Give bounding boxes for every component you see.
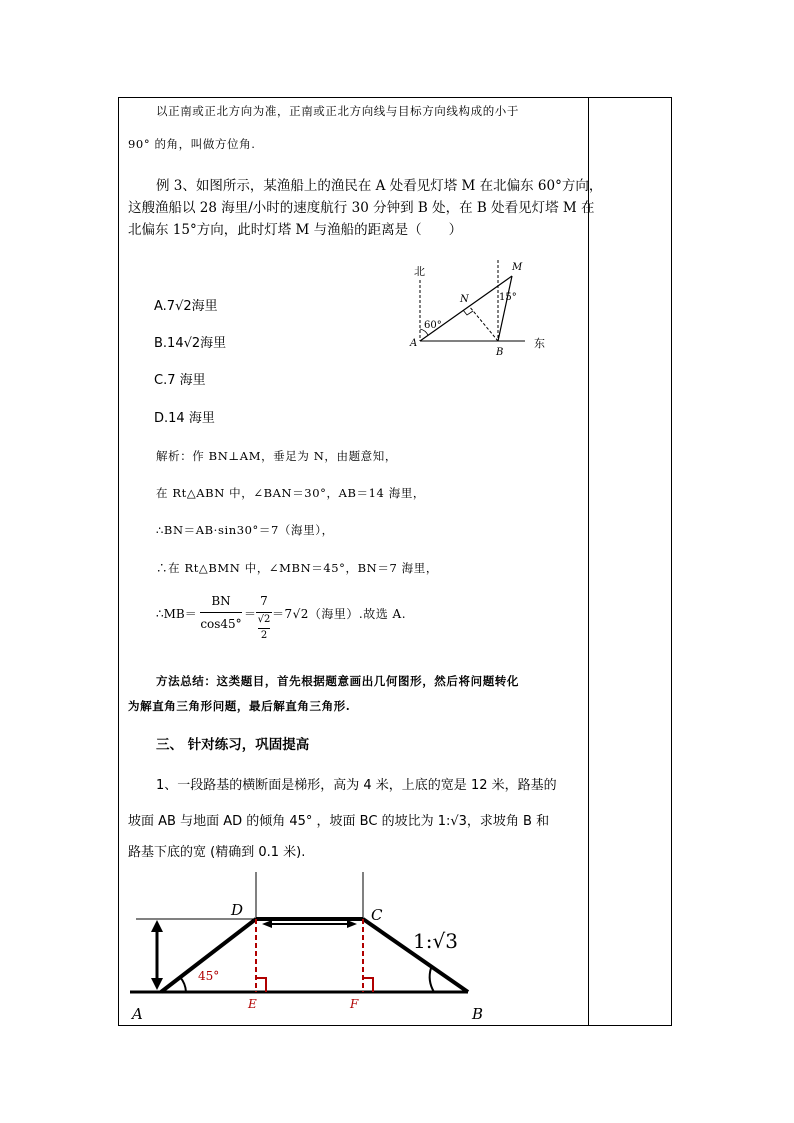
trapezoid-diagram <box>126 872 486 1024</box>
label-angle-15: 15° <box>499 292 517 303</box>
frac1-denominator: cos45° <box>200 617 242 631</box>
label-n: N <box>460 294 469 305</box>
label-m: M <box>512 262 523 273</box>
option-c: C.7 海里 <box>154 373 206 388</box>
frac2-bar <box>256 612 272 613</box>
option-a: A.7√2海里 <box>154 299 218 314</box>
right-angle-mark-f <box>363 978 373 992</box>
label-e: E <box>248 997 257 1011</box>
exercise1-line-3: 路基下底的宽 (精确到 0.1 米). <box>128 845 306 860</box>
arrowhead-right <box>347 920 357 928</box>
angle-arc-b <box>430 968 434 992</box>
line-bn <box>469 306 498 341</box>
label-45: 45° <box>198 969 220 983</box>
exercise1-line-1: 1、一段路基的横断面是梯形，高为 4 米，上底的宽是 12 米，路基的 <box>156 778 557 793</box>
label-east: 东 <box>534 337 545 350</box>
arrowhead-up <box>151 920 163 932</box>
right-angle-mark-n <box>463 310 473 315</box>
label-ratio: 1:√3 <box>413 929 458 953</box>
label-c: C <box>371 906 383 924</box>
frac2-den-bottom: 2 <box>260 630 268 641</box>
label-b2: B <box>472 1005 484 1023</box>
solution-line-1: 解析：作 BN⊥AM，垂足为 N，由题意知， <box>156 449 397 463</box>
line-bm <box>498 276 512 341</box>
frac1-bar <box>200 612 242 613</box>
angle-arc-45 <box>180 977 186 992</box>
formula-prefix: ∴MB＝ <box>156 607 197 621</box>
solution-line-3: ∴BN＝AB·sin30°＝7（海里）， <box>156 523 334 537</box>
method-line-2: 为解直角三角形问题，最后解直角三角形. <box>128 699 351 713</box>
arrowhead-left <box>262 920 272 928</box>
label-b: B <box>496 347 504 358</box>
formula-suffix: ＝7√2（海里）.故选 A. <box>272 607 407 621</box>
option-b: B.14√2海里 <box>154 336 227 351</box>
solution-formula: ∴MB＝ BN cos45° ＝ 7 √2 2 ＝7√2（海里）.故选 A. <box>156 594 407 641</box>
example3-line-1: 例 3、如图所示，某渔船上的渔民在 A 处看见灯塔 M 在北偏东 60°方向， <box>156 178 603 194</box>
definition-line-1: 以正南或正北方向为准，正南或正北方向线与目标方向线构成的小于 <box>156 104 519 118</box>
option-d: D.14 海里 <box>154 411 215 426</box>
exercise1-line-2: 坡面 AB 与地面 AD 的倾角 45° ，坡面 BC 的坡比为 1:√3，求坡角 B 和 <box>128 814 550 829</box>
frac1-numerator: BN <box>211 594 231 608</box>
frac2-den-top: √2 <box>257 614 271 625</box>
arrowhead-down <box>151 978 163 990</box>
bearing-diagram <box>400 258 560 358</box>
frac2-inner-bar <box>258 628 270 629</box>
example3-line-3: 北偏东 15°方向，此时灯塔 M 与渔船的距离是（ ） <box>128 222 463 238</box>
frac2-numerator: 7 <box>260 594 268 608</box>
label-a2: A <box>132 1005 143 1023</box>
label-f: F <box>350 997 359 1011</box>
example3-line-2: 这艘渔船以 28 海里/小时的速度航行 30 分钟到 B 处，在 B 处看见灯塔 M 在 <box>128 200 595 216</box>
table-column-divider <box>588 97 589 1026</box>
solution-line-4: ∴在 Rt△BMN 中，∠MBN＝45°，BN＝7 海里， <box>156 561 438 575</box>
solution-line-2: 在 Rt△ABN 中，∠BAN＝30°，AB＝14 海里， <box>156 486 426 500</box>
right-angle-mark-e <box>256 978 266 992</box>
label-a: A <box>410 338 418 349</box>
method-line-1: 方法总结：这类题目，首先根据题意画出几何图形，然后将问题转化 <box>156 674 519 688</box>
section-3-heading: 三、 针对练习，巩固提高 <box>156 737 310 753</box>
label-angle-60: 60° <box>424 320 442 331</box>
definition-line-2: 90° 的角，叫做方位角. <box>128 137 256 151</box>
label-north: 北 <box>414 265 425 278</box>
label-d: D <box>231 901 244 919</box>
